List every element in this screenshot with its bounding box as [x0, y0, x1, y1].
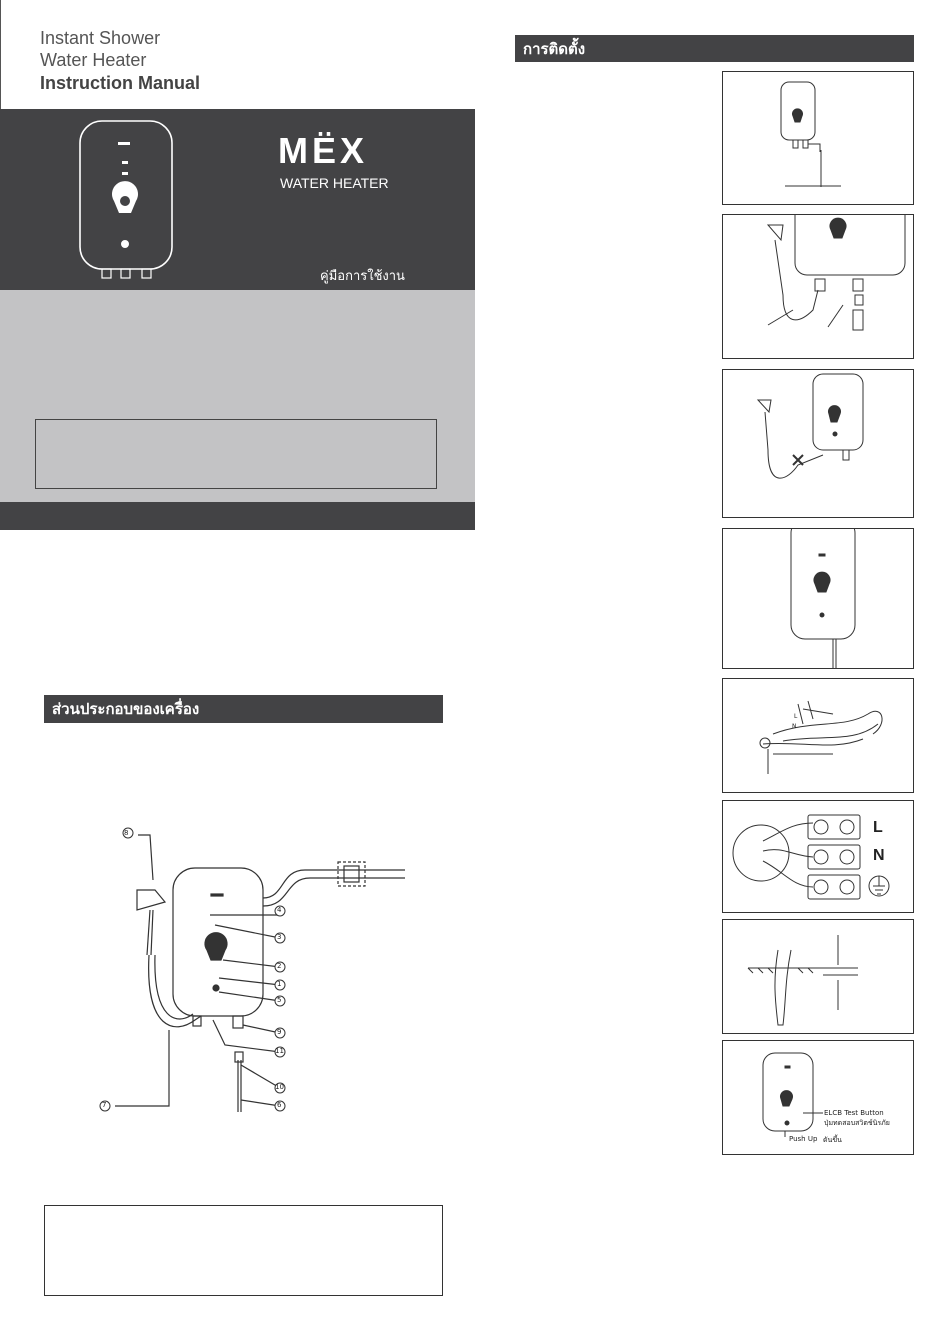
title-line-2: Water Heater	[40, 50, 147, 70]
install-panel-6	[722, 800, 914, 913]
page-edge-rule	[0, 0, 1, 110]
manual-thai-label: คู่มือการใช้งาน	[320, 269, 405, 284]
callout-1: 1	[277, 980, 282, 988]
title-line-3: Instruction Manual	[40, 73, 201, 93]
brand-logo: MËX	[278, 130, 369, 171]
install-panel-4	[722, 528, 914, 669]
callout-11: 11	[275, 1047, 284, 1055]
install-panel-2	[722, 214, 914, 359]
push-up-en: Push Up	[789, 1135, 818, 1143]
callout-10: 10	[275, 1083, 284, 1091]
install-panel-8	[722, 1040, 914, 1155]
heater-front-illustration	[0, 109, 475, 290]
cover-info-box	[35, 419, 437, 489]
title-line-1: Instant Shower	[40, 28, 161, 48]
callout-2: 2	[277, 962, 282, 970]
elcb-label-en: ELCB Test Button	[824, 1109, 884, 1117]
product-name: WATER HEATER	[280, 175, 389, 191]
notes-box	[44, 1205, 443, 1296]
callout-8: 8	[124, 829, 129, 837]
section-components-header: ส่วนประกอบของเครื่อง	[44, 695, 443, 723]
callout-6: 6	[277, 1101, 282, 1109]
install-panel-3	[722, 369, 914, 518]
terminal-L-label: L	[873, 819, 883, 836]
install-panel-7	[722, 919, 914, 1034]
wire-n-mark: N	[792, 723, 797, 730]
terminal-N-label: N	[873, 847, 885, 864]
section-installation-header: การติดตั้ง	[515, 35, 914, 62]
install-panel-1	[722, 71, 914, 205]
cover-hero	[0, 109, 475, 290]
elcb-label-th: ปุ่มทดสอบสวิตช์นิรภัย	[824, 1119, 890, 1127]
push-up-th: ดันขึ้น	[823, 1136, 842, 1144]
callout-4: 4	[277, 906, 282, 914]
callout-3: 3	[277, 933, 282, 941]
install-panel-5	[722, 678, 914, 793]
callout-9: 9	[277, 1028, 282, 1036]
callout-7: 7	[102, 1101, 107, 1109]
parts-diagram	[95, 820, 415, 1120]
wire-l-mark: L	[794, 713, 798, 720]
callout-5: 5	[277, 996, 282, 1004]
cover-bottom-bar	[0, 502, 475, 530]
